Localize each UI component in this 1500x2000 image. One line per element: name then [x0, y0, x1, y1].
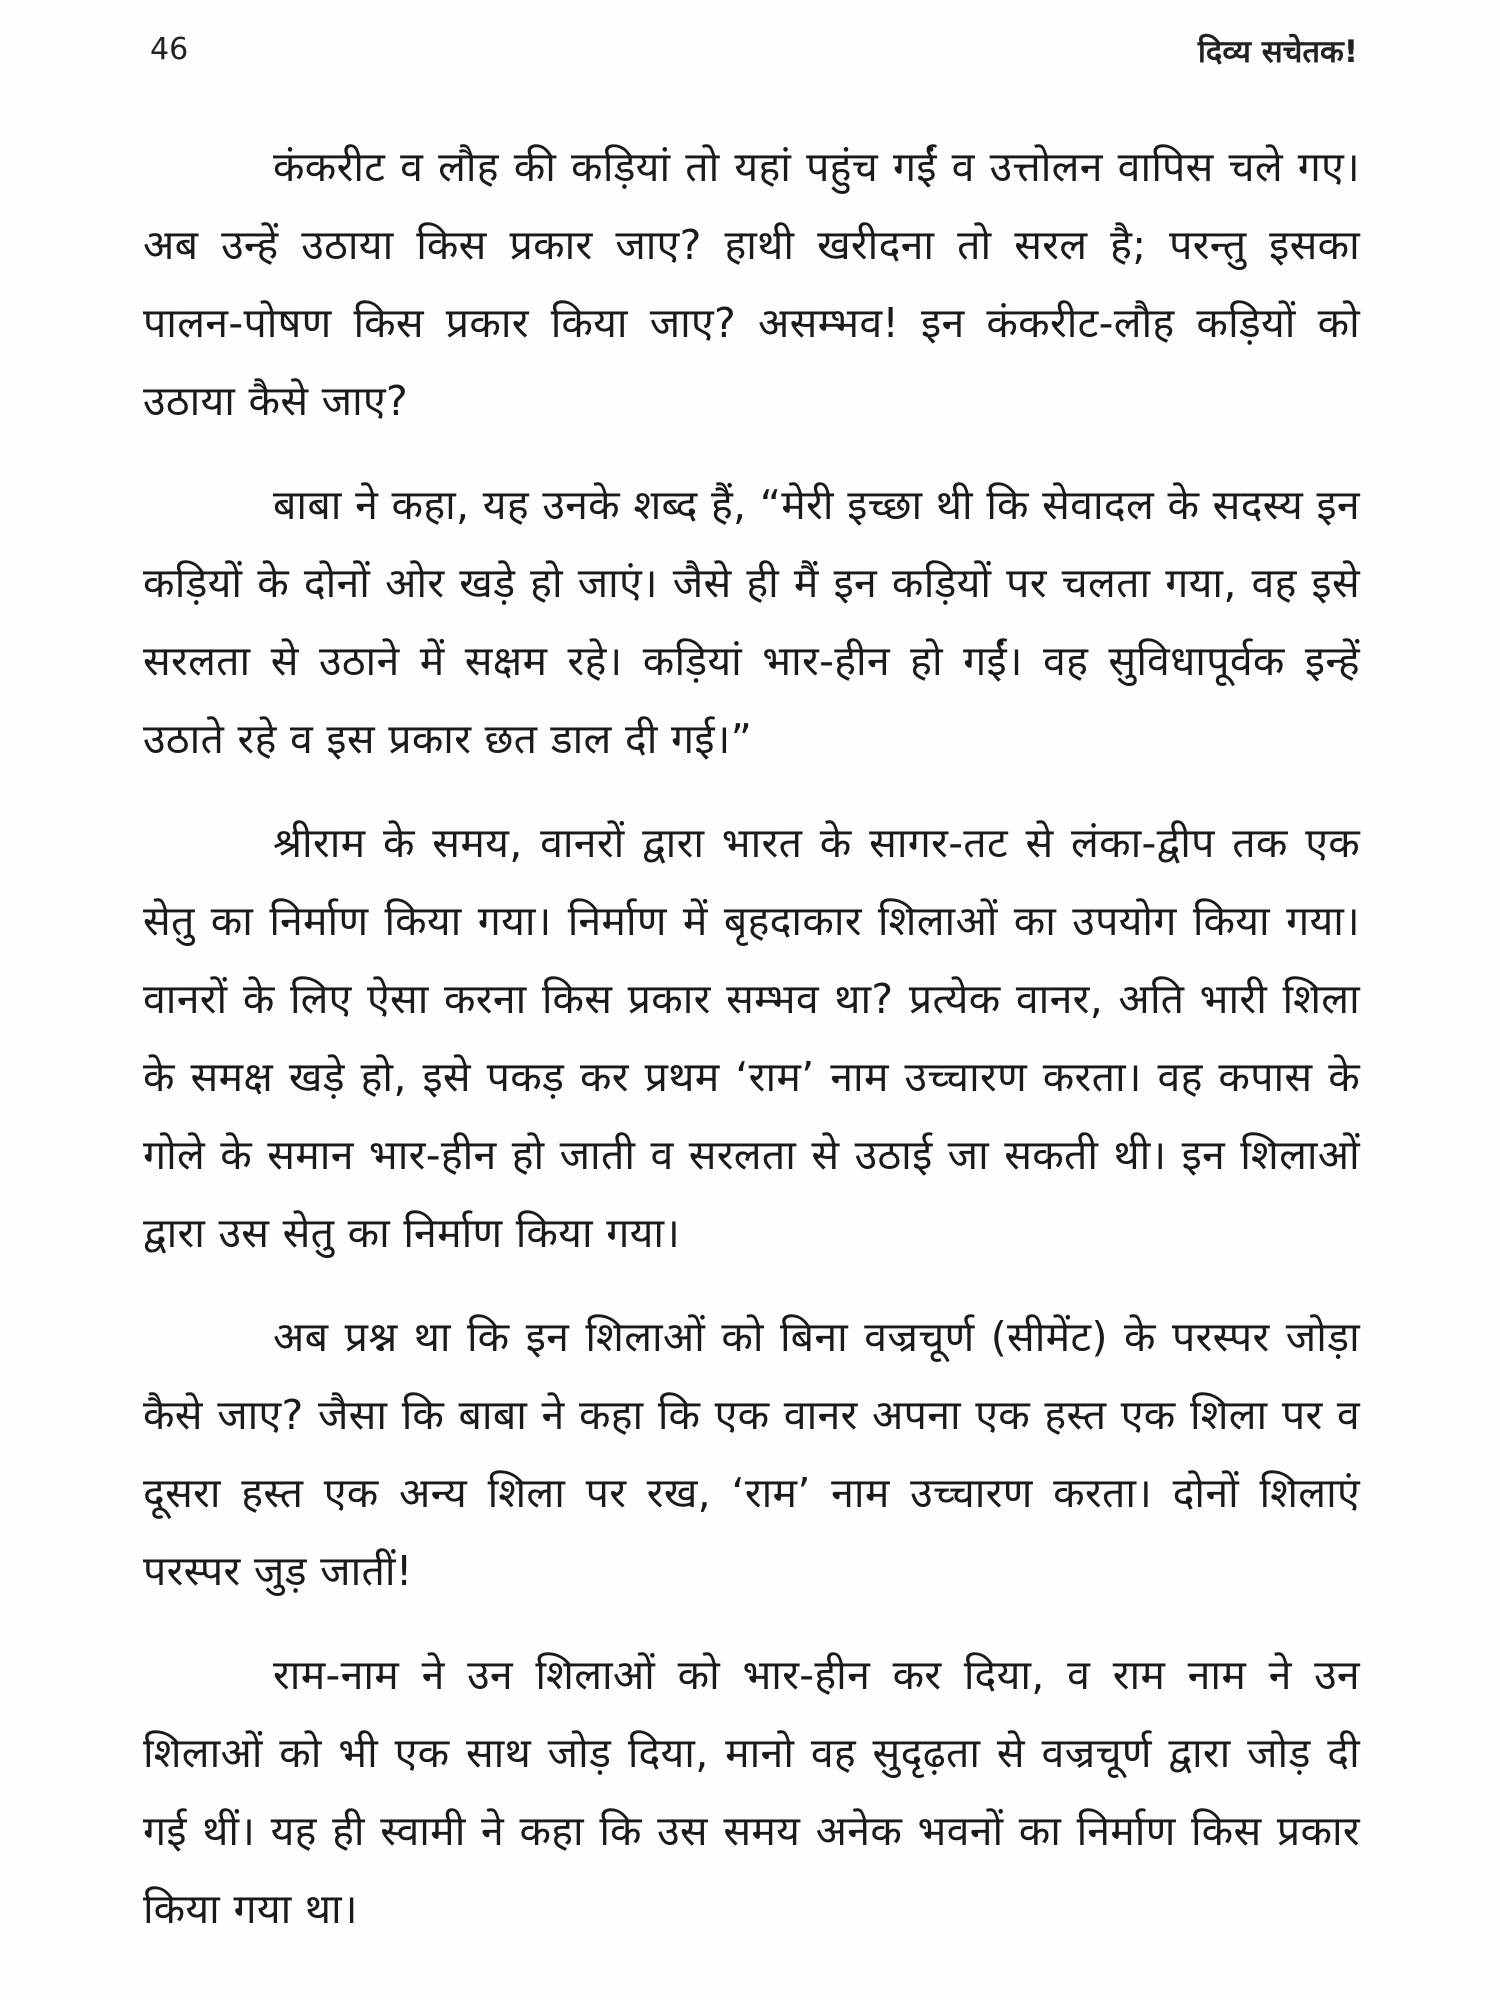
page-number: 46: [150, 32, 189, 67]
paragraph-4: अब प्रश्न था कि इन शिलाओं को बिना वज्रचूर्ण (सीमेंट) के परस्पर जोड़ा कैसे जाए? जैसा कि बाबा ने कहा कि एक वानर अपना एक हस्त एक शिला पर व दूसरा हस्त एक अन्य शिला पर रख, ‘राम’ नाम उच्चारण करता। दोनों शिलाएं परस्पर जुड़ जातीं!: [143, 1313, 1360, 1595]
running-title: दिव्य सचेतक!: [1197, 34, 1358, 70]
paragraph-5: राम-नाम ने उन शिलाओं को भार-हीन कर दिया, व राम नाम ने उन शिलाओं को भी एक साथ जोड़ दिया, मानो वह सुदृढ़ता से वज्रचूर्ण द्वारा जोड़ दी गई थीं। यह ही स्वामी ने कहा कि उस समय अनेक भवनों का निर्माण किस प्रकार किया गया था।: [143, 1651, 1360, 1933]
paragraph-1: कंकरीट व लौह की कड़ियां तो यहां पहुंच गईं व उत्तोलन वापिस चले गए। अब उन्हें उठाया किस प्रकार जाए? हाथी खरीदना तो सरल है; परन्तु इसका पालन-पोषण किस प्रकार किया जाए? असम्भव! इन कंकरीट-लौह कड़ियों को उठाया कैसे जाए?: [143, 143, 1360, 425]
paragraph-2: बाबा ने कहा, यह उनके शब्द हैं, “मेरी इच्छा थी कि सेवादल के सदस्य इन कड़ियों के दोनों ओर खड़े हो जाएं। जैसे ही मैं इन कड़ियों पर चलता गया, वह इसे सरलता से उठाने में सक्षम रहे। कड़ियां भार-हीन हो गईं। वह सुविधापूर्वक इन्हें उठाते रहे व इस प्रकार छत डाल दी गई।”: [143, 481, 1360, 763]
page-body: [143, 128, 1360, 1974]
paragraph-3: श्रीराम के समय, वानरों द्वारा भारत के सागर-तट से लंका-द्वीप तक एक सेतु का निर्माण किया गया। निर्माण में बृहदाकार शिलाओं का उपयोग किया गया। वानरों के लिए ऐसा करना किस प्रकार सम्भव था? प्रत्येक वानर, अति भारी शिला के समक्ष खड़े हो, इसे पकड़ कर प्रथम ‘राम’ नाम उच्चारण करता। वह कपास के गोले के समान भार-हीन हो जाती व सरलता से उठाई जा सकती थी। इन शिलाओं द्वारा उस सेतु का निर्माण किया गया।: [143, 819, 1360, 1257]
